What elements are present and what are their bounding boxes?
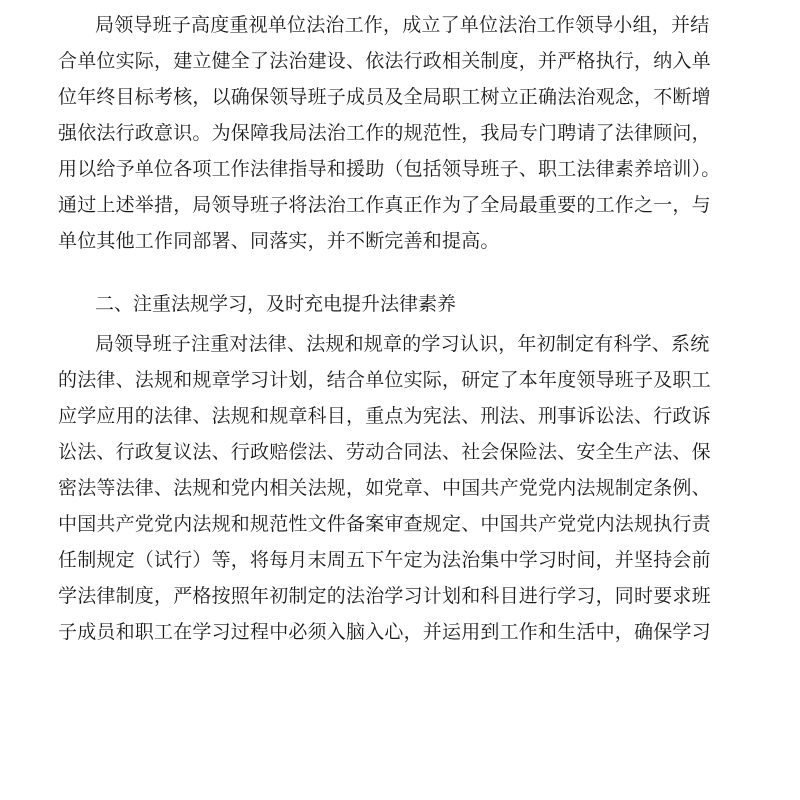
text-line: 局领导班子高度重视单位法治工作，成立了单位法治工作领导小组，并结 [95,14,710,36]
text-line: 用以给予单位各项工作法律指导和援助（包括领导班子、职工法律素养培训）。 [58,158,721,180]
text-line: 局领导班子注重对法律、法规和规章的学习认识，年初制定有科学、系统 [95,333,710,355]
text-line: 密法等法律、法规和党内相关法规，如党章、中国共产党党内法规制定条例、 [58,477,711,499]
text-line: 讼法、行政复议法、行政赔偿法、劳动合同法、社会保险法、安全生产法、保 [58,441,711,463]
text-line: 任制规定（试行）等，将每月末周五下午定为法治集中学习时间，并坚持会前 [58,549,711,571]
text-line: 子成员和职工在学习过程中必须入脑入心，并运用到工作和生活中，确保学习 [58,621,711,643]
text-line: 单位其他工作同部署、同落实，并不断完善和提高。 [58,230,500,252]
paragraph-leadership [58,7,748,259]
text-line: 合单位实际，建立健全了法治建设、依法行政相关制度，并严格执行，纳入单 [58,50,711,72]
text-line: 强依法行政意识。为保障我局法治工作的规范性，我局专门聘请了法律顾问， [58,122,711,144]
text-line: 中国共产党党内法规和规范性文件备案审查规定、中国共产党党内法规执行责 [58,513,711,535]
text-line: 学法律制度，严格按照年初制定的法治学习计划和科目进行学习，同时要求班 [58,585,711,607]
paragraph-study [58,326,748,650]
section-heading: 二、注重法规学习，及时充电提升法律素养 [95,293,457,315]
text-line: 通过上述举措，局领导班子将法治工作真正作为了全局最重要的工作之一，与 [58,194,711,216]
text-line: 应学应用的法律、法规和规章科目，重点为宪法、刑法、刑事诉讼法、行政诉 [58,405,711,427]
text-line: 的法律、法规和规章学习计划，结合单位实际，研定了本年度领导班子及职工 [58,369,711,391]
text-line: 位年终目标考核，以确保领导班子成员及全局职工树立正确法治观念，不断增 [58,86,711,108]
